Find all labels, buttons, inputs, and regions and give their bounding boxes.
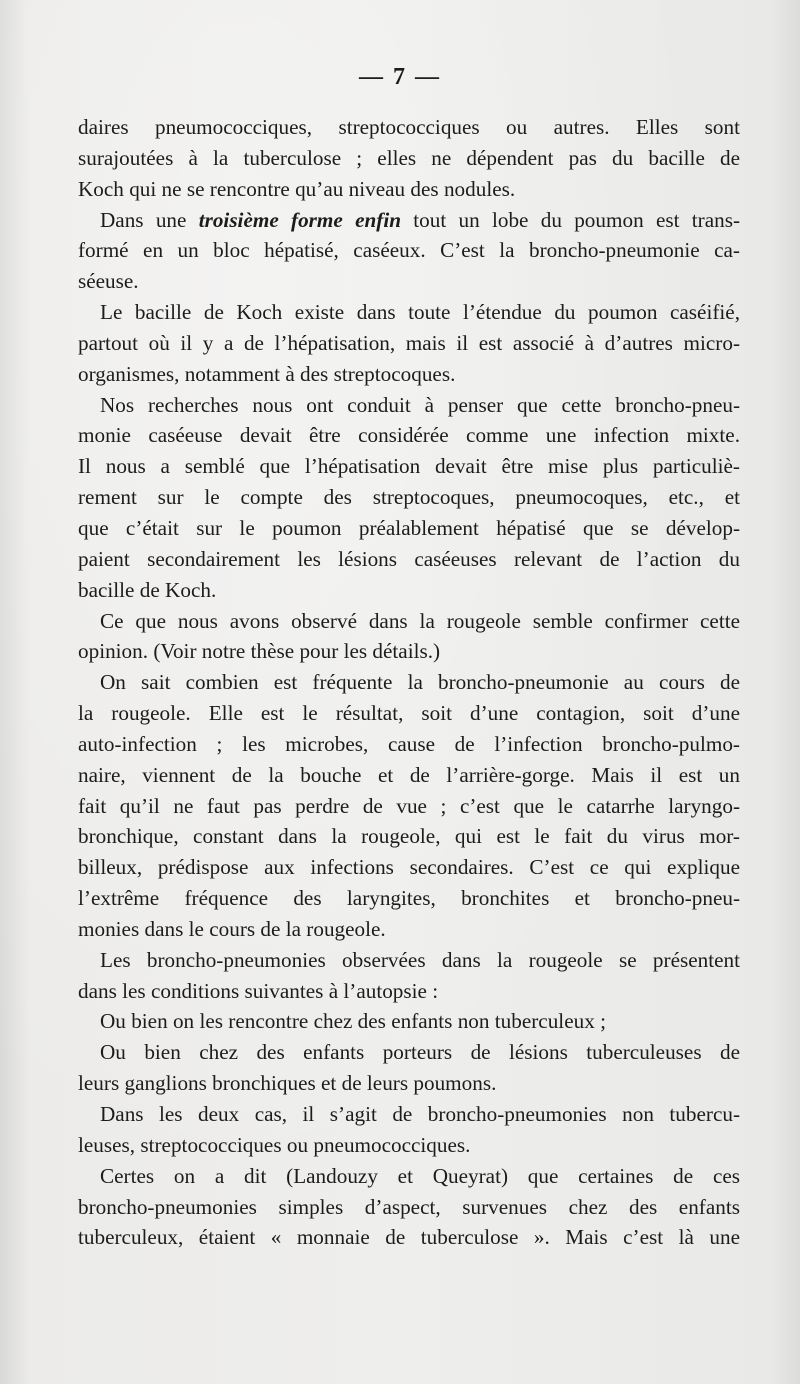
text-line: billeux, prédispose aux infections secondaires. C’est ce qui explique [78,855,740,880]
paragraph [78,205,740,298]
text-line: la rougeole. Elle est le résultat, soit d’une contagion, soit d’une [78,701,740,726]
body-text [78,112,740,1253]
text-line [78,205,740,236]
text-line: tuberculeux, étaient « monnaie de tuberculose ». Mais c’est là une [78,1225,740,1250]
paragraph [78,112,740,205]
text-line: surajoutées à la tuberculose ; elles ne dépendent pas du bacille de [78,145,740,170]
text-line: Nos recherches nous ont conduit à penser que cette broncho-pneu- [100,392,740,417]
text-segment: tout un lobe du poumon est trans- [401,207,740,232]
text-line: naire, viennent de la bouche et de l’arrière-gorge. Mais il est un [78,762,740,787]
text-line: opinion. (Voir notre thèse pour les détails.) [78,639,441,664]
text-line: daires pneumococciques, streptococciques ou autres. Elles sont [78,115,740,139]
text-line: monie caséeuse devait être considérée comme une infection mixte. [78,423,740,448]
text-line: que c’était sur le poumon préalablement hépatisé que se dévelop- [78,515,740,540]
text-line: Ou bien chez des enfants porteurs de lésions tuberculeuses de [100,1040,740,1065]
text-line: organismes, notamment à des streptocoques. [78,361,456,386]
text-segment: Dans une [100,207,199,232]
paragraph [78,390,740,606]
text-line: partout où il y a de l’hépatisation, mais il est associé à d’autres micro- [78,330,740,355]
text-line: auto-infection ; les microbes, cause de l’infection broncho-pulmo- [78,731,740,756]
text-line: leurs ganglions bronchiques et de leurs poumons. [78,1071,497,1096]
italic-phrase: troisième forme enfin [198,207,401,232]
text-line: Ce que nous avons observé dans la rougeole semble confirmer cette [100,608,740,633]
text-line: Dans les deux cas, il s’agit de broncho-pneumonies non tubercu- [100,1102,740,1126]
text-line: Les broncho-pneumonies observées dans la rougeole se présentent [100,947,740,972]
paragraph [78,667,740,945]
paragraph [78,1099,740,1161]
text-line: broncho-pneumonies simples d’aspect, survenues chez des enfants [78,1194,740,1219]
text-line: bronchique, constant dans la rougeole, qui est le fait du virus mor- [78,824,740,849]
text-line: Il nous a semblé que l’hépatisation devait être mise plus particuliè- [78,454,740,479]
text-line: Ou bien on les rencontre chez des enfants non tuberculeux ; [100,1009,606,1034]
text-line: formé en un bloc hépatisé, caséeux. C’est la broncho-pneumonie ca- [78,238,740,263]
paragraph [78,1037,740,1099]
paragraph [78,1161,740,1254]
text-line: Koch qui ne se rencontre qu’au niveau des nodules. [78,176,516,201]
text-line: bacille de Koch. [78,577,217,602]
text-line: fait qu’il ne faut pas perdre de vue ; c’est que le catarrhe laryngo- [78,793,740,818]
text-line: rement sur le compte des streptocoques, pneumocoques, etc., et [78,485,740,510]
text-line: Certes on a dit (Landouzy et Queyrat) que certaines de ces [100,1163,740,1188]
page-number: — 7 — [359,64,441,90]
text-line: leuses, streptococciques ou pneumococciques. [78,1132,471,1157]
paragraph [78,1006,740,1037]
paragraph [78,606,740,668]
text-line: dans les conditions suivantes à l’autopsie : [78,978,439,1003]
text-line: On sait combien est fréquente la broncho-pneumonie au cours de [100,670,740,695]
text-line: l’extrême fréquence des laryngites, bronchites et broncho-pneu- [78,886,740,911]
text-line: Le bacille de Koch existe dans toute l’étendue du poumon caséifié, [100,300,740,325]
paragraph [78,945,740,1007]
text-line: monies dans le cours de la rougeole. [78,916,386,941]
text-line: séeuse. [78,269,139,294]
paragraph [78,297,740,390]
text-line: paient secondairement les lésions caséeuses relevant de l’action du [78,546,740,571]
